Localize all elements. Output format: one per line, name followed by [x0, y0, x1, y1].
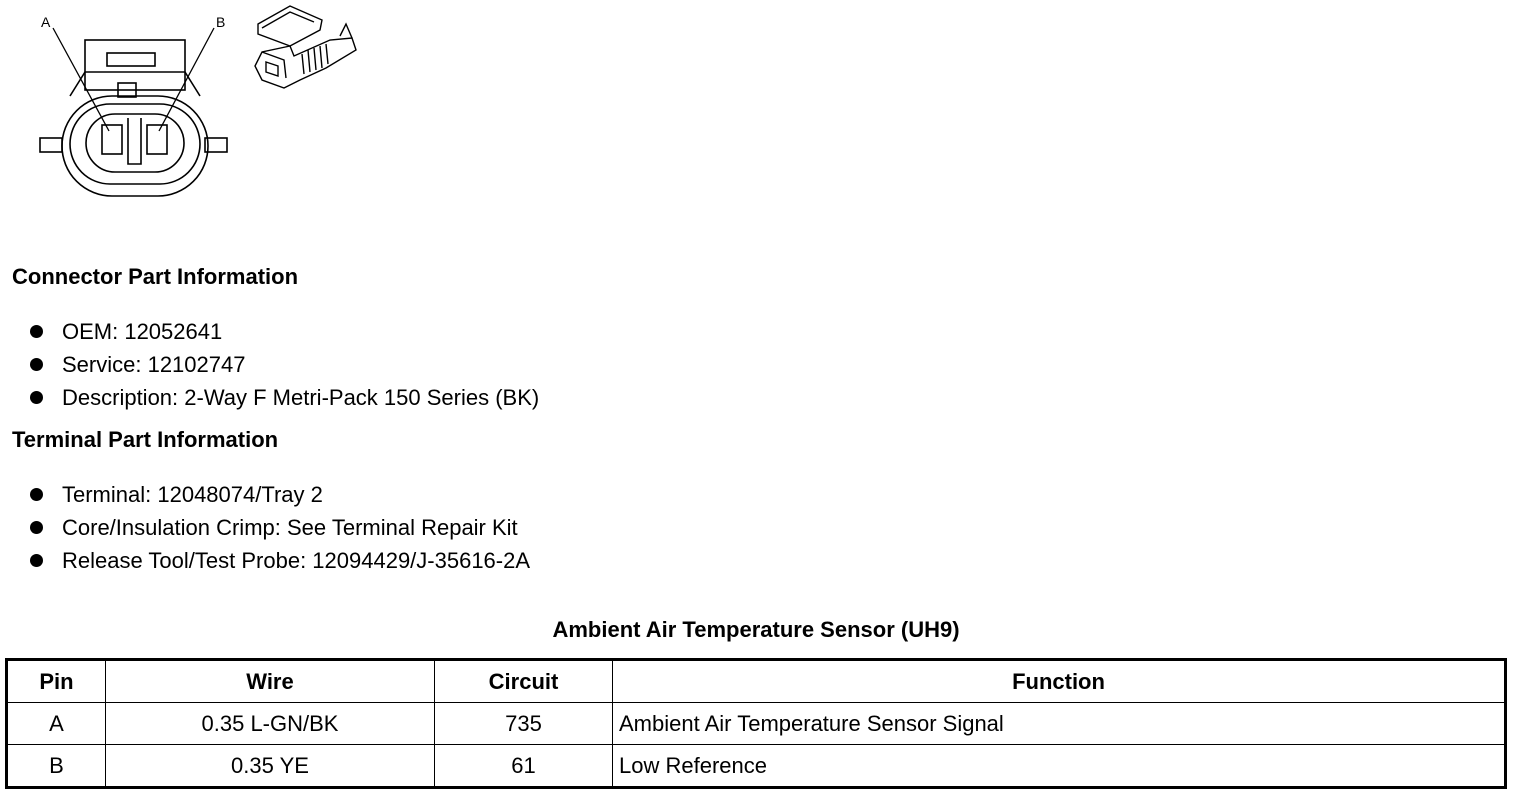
- bullet-icon: [30, 554, 43, 567]
- cell-function: Low Reference: [613, 745, 1506, 788]
- list-item: [28, 348, 539, 381]
- cell-pin: A: [7, 703, 106, 745]
- connector-diagram: [0, 0, 380, 210]
- terminal-part-heading: Terminal Part Information: [12, 427, 279, 452]
- list-item-text: Terminal: 12048074/Tray 2: [62, 482, 323, 507]
- list-item: [28, 511, 530, 544]
- list-item-text: OEM: 12052641: [62, 319, 223, 344]
- list-item: [28, 478, 530, 511]
- column-header-circuit: Circuit: [435, 660, 613, 703]
- cell-circuit: 61: [435, 745, 613, 788]
- bullet-icon: [30, 391, 43, 404]
- list-item: [28, 544, 530, 577]
- cell-pin: B: [7, 745, 106, 788]
- pinout-table-title: Ambient Air Temperature Sensor (UH9): [552, 617, 960, 642]
- cell-circuit: 735: [435, 703, 613, 745]
- list-item-text: Core/Insulation Crimp: See Terminal Repair Kit: [62, 515, 518, 540]
- list-item: [28, 381, 539, 414]
- list-item-text: Release Tool/Test Probe: 12094429/J-35616-2A: [62, 548, 531, 573]
- pinout-table: [5, 658, 1507, 789]
- connector-end-view: [40, 40, 227, 196]
- column-header-pin: Pin: [7, 660, 106, 703]
- callout-label-b: B: [216, 14, 226, 30]
- bullet-icon: [30, 521, 43, 534]
- bullet-icon: [30, 488, 43, 501]
- bullet-icon: [30, 358, 43, 371]
- cell-wire: 0.35 L-GN/BK: [106, 703, 435, 745]
- table-header-row: [7, 660, 1506, 703]
- bullet-icon: [30, 325, 43, 338]
- list-item-text: Service: 12102747: [62, 352, 246, 377]
- terminal-part-list: [28, 478, 530, 577]
- cell-function: Ambient Air Temperature Sensor Signal: [613, 703, 1506, 745]
- callout-label-a: A: [41, 14, 51, 30]
- list-item-text: Description: 2-Way F Metri-Pack 150 Series (BK): [62, 385, 540, 410]
- list-item: [28, 315, 539, 348]
- connector-part-heading: Connector Part Information: [12, 264, 299, 289]
- cell-wire: 0.35 YE: [106, 745, 435, 788]
- connector-part-list: [28, 315, 539, 414]
- table-row: [7, 745, 1506, 788]
- connector-isometric-view: [255, 6, 356, 88]
- column-header-wire: Wire: [106, 660, 435, 703]
- column-header-function: Function: [613, 660, 1506, 703]
- table-row: [7, 703, 1506, 745]
